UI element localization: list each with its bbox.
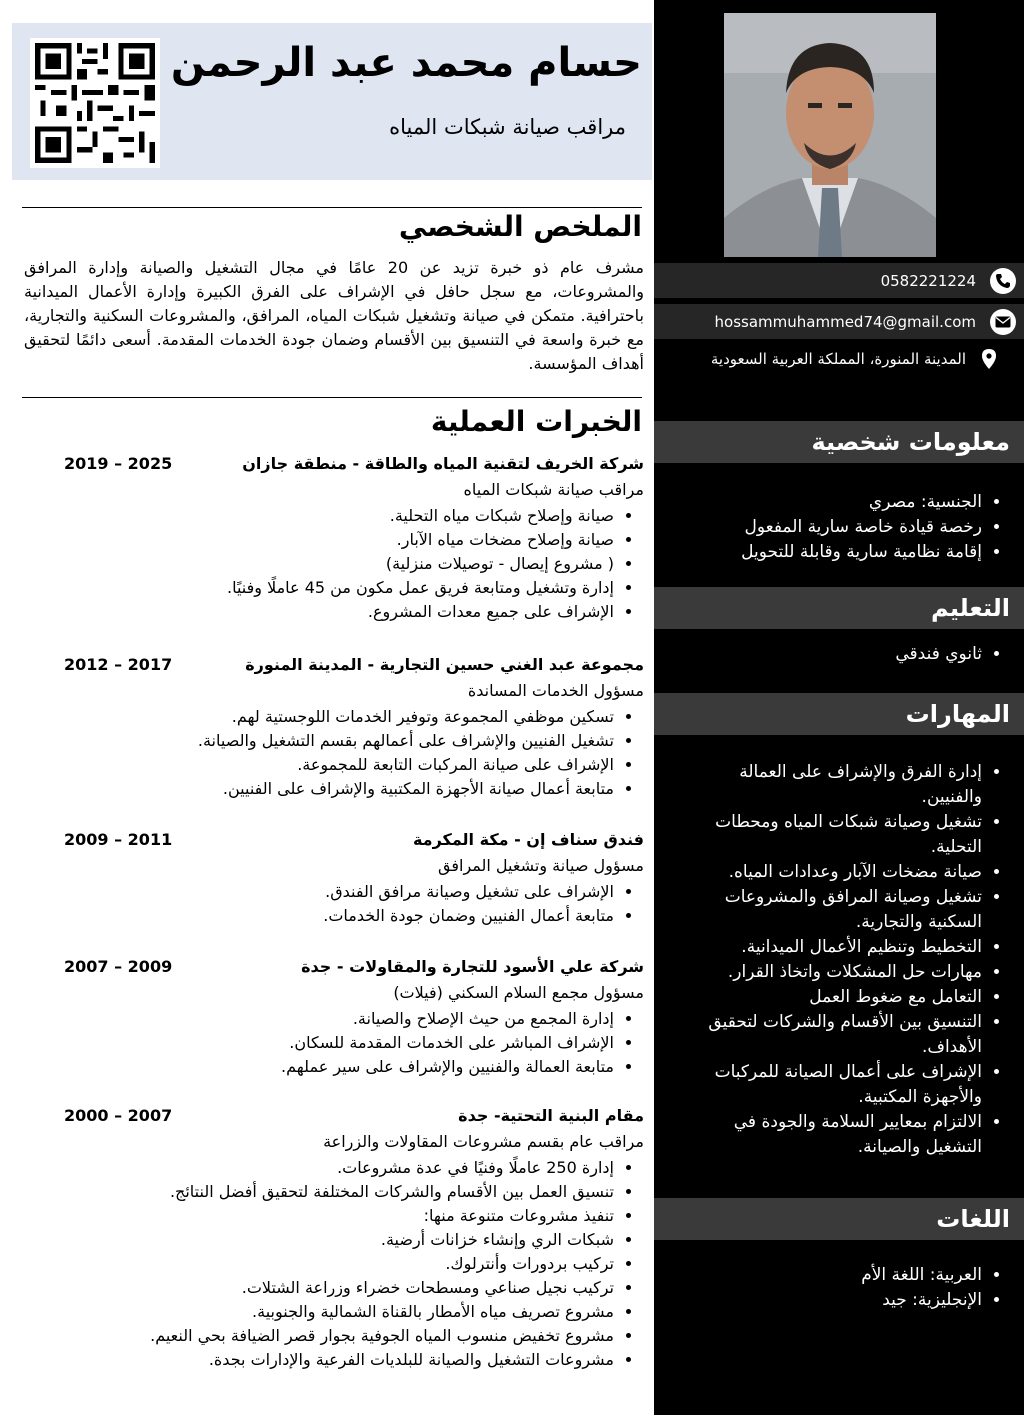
job-duties	[24, 1007, 644, 1079]
list-item: • تسكين موظفي المجموعة وتوفير الخدمات اللوجستية لهم.	[24, 705, 614, 729]
location-pin-icon	[982, 349, 996, 369]
job-dates: 2012 – 2017	[64, 655, 173, 674]
list-item: • شبكات الري وإنشاء خزانات أرضية.	[24, 1228, 614, 1252]
job-company: شركة علي الأسود للتجارة والمقاولات - جدة	[301, 957, 644, 976]
list-item: • إدارة المجمع من حيث الإصلاح والصيانة.	[24, 1007, 614, 1031]
job-company: مقام البنية التحتية- جدة	[458, 1106, 644, 1125]
skills-heading: المهارات	[654, 693, 1024, 735]
summary-heading: الملخص الشخصي	[398, 210, 642, 243]
job-entry	[24, 454, 644, 624]
job-duties	[24, 705, 644, 801]
list-item: • التنسيق بين الأقسام والشركات لتحقيق الأهداف.	[682, 1010, 982, 1060]
job-duties	[24, 504, 644, 624]
list-item: • تنفيذ مشروعات متنوعة منها:	[24, 1204, 614, 1228]
list-item: • متابعة العمالة والفنيين والإشراف على سير عملهم.	[24, 1055, 614, 1079]
list-item: • الالتزام بمعايير السلامة والجودة في التشغيل والصيانة.	[682, 1110, 982, 1160]
list-item: • التخطيط وتنظيم الأعمال الميدانية.	[682, 935, 982, 960]
list-item: • الإنجليزية: جيد	[682, 1288, 982, 1313]
email-icon	[990, 309, 1016, 335]
job-role: مسؤول الخدمات المساندة	[467, 681, 644, 700]
list-item: • الإشراف على جميع معدات المشروع.	[24, 600, 614, 624]
job-dates: 2009 – 2011	[64, 830, 173, 849]
experience-heading: الخبرات العملية	[430, 405, 642, 438]
list-item: • تشغيل الفنيين والإشراف على أعمالهم بقسم التشغيل والصيانة.	[24, 729, 614, 753]
list-item: • التعامل مع ضغوط العمل	[682, 985, 982, 1010]
list-item: • صيانة وإصلاح شبكات مياه التحلية.	[24, 504, 614, 528]
phone-icon	[990, 268, 1016, 294]
job-dates: 2019 – 2025	[64, 454, 173, 473]
list-item: • تركيب بردورات وأنترلوك.	[24, 1252, 614, 1276]
person-name: حسام محمد عبد الرحمن	[170, 40, 642, 86]
divider	[22, 397, 642, 398]
job-dates: 2000 – 2007	[64, 1106, 173, 1125]
languages-list	[682, 1263, 1002, 1313]
list-item: • الإشراف المباشر على الخدمات المقدمة للسكان.	[24, 1031, 614, 1055]
education-heading: التعليم	[654, 587, 1024, 629]
list-item: • مشروع تصريف مياه الأمطار بالقناة الشمالية والجنوبية.	[24, 1300, 614, 1324]
job-entry	[24, 655, 644, 801]
job-entry	[24, 957, 644, 1079]
job-company: شركة الخريف لتقنية المياه والطاقة - منطقة جازان	[242, 454, 644, 473]
personal-info-heading: معلومات شخصية	[654, 421, 1024, 463]
job-company: فندق سناف إن - مكة المكرمة	[412, 830, 644, 849]
list-item: • صيانة مضخات الآبار وعدادات المياه.	[682, 860, 982, 885]
list-item: • تركيب نجيل صناعي ومسطحات خضراء وزراعة الشتلات.	[24, 1276, 614, 1300]
list-item: • إدارة الفرق والإشراف على العمالة والفنيين.	[682, 760, 982, 810]
list-item: • إدارة وتشغيل ومتابعة فريق عمل مكون من 45 عاملًا وفنيًا.	[24, 576, 614, 600]
job-role: مسؤول صيانة وتشغيل المرافق	[438, 856, 644, 875]
list-item: • صيانة وإصلاح مضخات مياه الآبار.	[24, 528, 614, 552]
list-item: • تنسيق العمل بين الأقسام والشركات المختلفة لتحقيق أفضل النتائج.	[24, 1180, 614, 1204]
job-role: مراقب صيانة شبكات المياه	[463, 480, 644, 499]
list-item: • العربية: اللغة الأم	[682, 1263, 982, 1288]
list-item: • تشغيل وصيانة المرافق والمشروعات السكنية والتجارية.	[682, 885, 982, 935]
list-item: • مشروع تخفيض منسوب المياه الجوفية بجوار قصر الضيافة بحي النعيم.	[24, 1324, 614, 1348]
contact-location: المدينة المنورة، المملكة العربية السعودية	[710, 349, 966, 368]
list-item: • الإشراف على أعمال الصيانة للمركبات والأجهزة المكتبية.	[682, 1060, 982, 1110]
job-role: مسؤول مجمع السلام السكني (فيلات)	[393, 983, 644, 1002]
summary-text: مشرف عام ذو خبرة تزيد عن 20 عامًا في مجال التشغيل والصيانة وإدارة المرافق والمشروعات، مع سجل حافل في الإشراف على الفرق الكبيرة وإدارة الأعمال الميدانية باحترافية. متمكن في صيانة وتشغيل شبكات المياه، المرافق، والمشروعات السكنية والتجارية، مع خبرة واسعة في التنسيق بين الأقسام وضمان جودة الخدمات المقدمة. أسعى دائمًا لتحقيق أهداف المؤسسة.	[24, 258, 644, 373]
sidebar	[654, 0, 1024, 1415]
job-entry	[24, 1106, 644, 1372]
list-item: • الإشراف على تشغيل وصيانة مرافق الفندق.	[24, 880, 614, 904]
list-item: • إدارة 250 عاملًا وفنيًا في عدة مشروعات.	[24, 1156, 614, 1180]
job-company: مجموعة عبد الغني حسين التجارية - المدينة المنورة	[245, 655, 644, 674]
list-item: • متابعة أعمال صيانة الأجهزة المكتبية والإشراف على الفنيين.	[24, 777, 614, 801]
personal-info-list	[682, 490, 1002, 565]
list-item: • مهارات حل المشكلات واتخاذ القرار.	[682, 960, 982, 985]
job-duties	[24, 880, 644, 928]
contact-phone-row	[654, 263, 1024, 298]
divider	[22, 207, 642, 208]
contact-phone: 0582221224	[880, 271, 976, 290]
skills-list	[682, 760, 1002, 1160]
profile-photo	[724, 13, 936, 257]
job-duties	[24, 1156, 644, 1372]
list-item: • مشروعات التشغيل والصيانة للبلديات الفرعية والإدارات بجدة.	[24, 1348, 614, 1372]
list-item: • متابعة أعمال الفنيين وضمان جودة الخدمات.	[24, 904, 614, 928]
list-item: • رخصة قيادة خاصة سارية المفعول	[682, 515, 982, 540]
contact-location-row	[654, 341, 1024, 376]
job-title: مراقب صيانة شبكات المياه	[389, 115, 626, 139]
job-role: مراقب عام بقسم مشروعات المقاولات والزراعة	[323, 1132, 644, 1151]
education-list	[682, 642, 1002, 667]
list-item: • ( مشروع إيصال - توصيلات منزلية)	[24, 552, 614, 576]
list-item: • تشغيل وصيانة شبكات المياه ومحطات التحلية.	[682, 810, 982, 860]
qr-code-icon	[30, 38, 160, 168]
languages-heading: اللغات	[654, 1198, 1024, 1240]
list-item: • إقامة نظامية سارية وقابلة للتحويل	[682, 540, 982, 565]
list-item: • ثانوي فندقي	[682, 642, 982, 667]
job-entry	[24, 830, 644, 928]
list-item: • الجنسية: مصري	[682, 490, 982, 515]
list-item: • الإشراف على صيانة المركبات التابعة للمجموعة.	[24, 753, 614, 777]
contact-email-row	[654, 304, 1024, 339]
contact-email[interactable]: hossammuhammed74@gmail.com	[714, 312, 976, 331]
job-dates: 2007 – 2009	[64, 957, 173, 976]
